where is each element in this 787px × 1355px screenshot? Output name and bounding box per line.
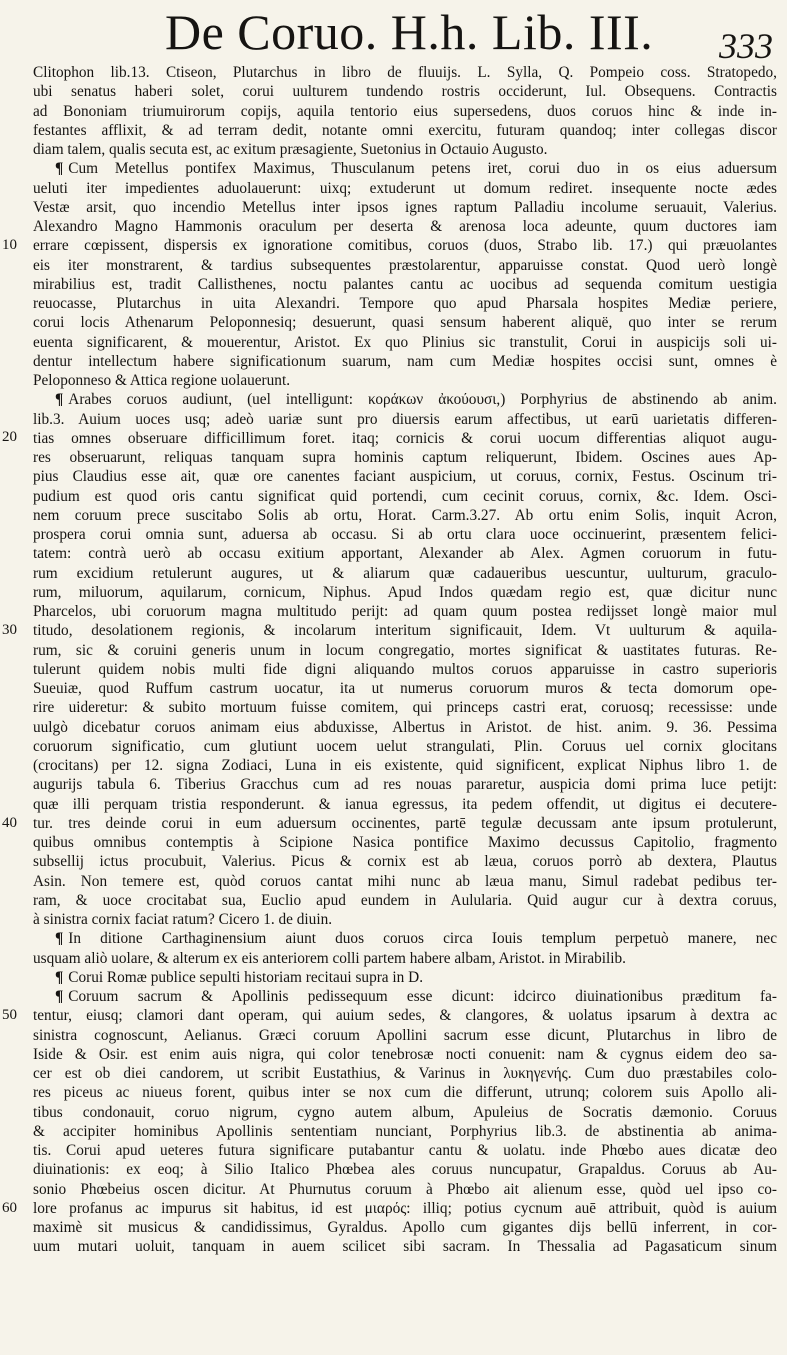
text-line-content: Cum Metellus pontifex Maximus, Thusculanum petens iret, corui duo in os eius aduersum [68, 160, 777, 178]
pilcrow-icon: ¶ [55, 391, 64, 409]
text-line-content: augurijs tabula 6. Tiberius Gracchus cum ad res nouas pararetur, auspicia domi prima luce petijt: [33, 776, 777, 794]
text-line [33, 544, 777, 563]
text-line-content: Asin. Non temere est, quòd coruos cantat mihi nunc ab læua manu, Simul radebat pedibus ter- [33, 872, 777, 890]
text-line-content: tias omnes obseruare difficillimum foret. itaq; cornicis & corui uocum differentias aliquot augu- [33, 429, 777, 447]
text-line-content: usquam aliò uolare, & alterum ex eis anteriorem colli partem habere albam, Aristot. in Mirabilib. [33, 949, 627, 967]
text-line-content: eis iter monstrarent, & tardius subsequentes præstolarentur, apparuisse constat. Quod uerò longè [33, 256, 777, 274]
text-line [33, 641, 777, 660]
text-line-content: Pharcelos, ubi coruorum magna multitudo perijt: ad quam quum postea redijsset longè maior mul [33, 603, 777, 620]
text-lines [33, 63, 777, 1257]
text-line [33, 1006, 777, 1025]
text-line-content: lib.3. Auium uoces usq; adeò uariæ sunt pro diuersis earum affectibus, ut earū uarietatis differen- [33, 410, 777, 428]
text-line-content: diuinationis: ex eoq; à Silio Italico Phœbea ales coruus nuncupatur, Grapaldus. Coruus ab Au- [33, 1161, 777, 1179]
text-line-content: mirabilius est, tradit Callisthenes, noctu palantes cantu ac uocibus ad sequenda comitum uestigia [33, 275, 777, 293]
text-line-content: tentur, eiusq; clamori dant operam, qui auium sedes, & clangores, & uolatus ipsarum à dextra ac [33, 1007, 777, 1025]
text-column [2, 63, 777, 1257]
text-line [33, 602, 777, 621]
text-line [33, 313, 777, 332]
margin-line-number: 20 [2, 429, 17, 445]
text-line [33, 1237, 777, 1256]
text-line [33, 621, 777, 640]
pilcrow-icon: ¶ [55, 930, 64, 948]
text-line [33, 333, 777, 352]
text-line [33, 236, 777, 255]
text-line [33, 910, 777, 929]
text-line [33, 140, 777, 159]
text-line [33, 102, 777, 121]
text-line-content: prospera corui omnia sunt, aduersa ab occasu. Si ab ortu clara uoce occinuerint, præsentem felici- [33, 526, 777, 543]
text-line-content: à sinistra cornix faciat ratum? Cicero 1. de diuin. [33, 911, 333, 928]
text-line [33, 487, 777, 506]
text-line-content: res piceus ac niueus forent, quibus inter se nox cum die differunt, utrunq; colorem suis Apollo ali- [33, 1084, 777, 1102]
text-line [33, 1122, 777, 1141]
text-line-content: ad Bononiam triumuirorum copijs, aquila tentorio eius supersedens, duos coruos hinc & inde in- [33, 102, 777, 120]
text-line [33, 1160, 777, 1179]
pilcrow-icon: ¶ [55, 968, 64, 986]
text-line-content: res obseruarunt, reliquas tanquam supra hominis captum reliquerunt, Ibidem. Oscines aues Ap- [33, 449, 777, 466]
text-line [33, 371, 777, 390]
text-line-content: tis. Corui apud ueteres futura significare putabantur cantu & uolatu. inde Phœbo aues dicatæ deo [33, 1142, 777, 1159]
text-line [33, 1103, 777, 1122]
text-line [33, 1026, 777, 1045]
text-line [33, 352, 777, 371]
text-line-content: rum, miluorum, aquilarum, cornicum, Niphus. Apud Indos quædam regio est, quæ dicitur nunc [33, 583, 777, 601]
text-line-content: Sueuiæ, quod Ruffum castrum uocatur, ita ut numerus coruorum muros & tecta domorum ope- [33, 680, 777, 697]
text-line [33, 929, 777, 948]
text-line-content: ram, & uoce crocitabat sua, Euclio apud eundem in Aulularia. Quid augur cur à dextra coruus, [33, 891, 777, 909]
text-line-content: sonio Phœbeius oscen dicitur. At Phurnutus coruum à Phœbo ait alienum esse, quòd uel ipso co- [33, 1180, 777, 1198]
margin-line-number: 60 [2, 1200, 17, 1216]
text-line-content: ubi senatus haberi solet, corui uulturem tundendo rostris occiderunt, Iul. Obsequens. Contractis [33, 83, 777, 101]
margin-line-number: 30 [2, 622, 17, 638]
text-line [33, 179, 777, 198]
text-line [33, 698, 777, 717]
text-line [33, 775, 777, 794]
text-line [33, 1083, 777, 1102]
pilcrow-icon: ¶ [55, 988, 64, 1005]
text-line-content: pius Claudius esse ait, quæ ore canentes faciant auspicium, ut coruus, cornix, Festus. Oscinum tri- [33, 468, 777, 486]
text-line [33, 410, 777, 429]
text-line-content: titudo, desolationem regionis, & incolarum interitum significauit, Idem. Vt uulturum & aquila- [33, 622, 777, 640]
text-line [33, 198, 777, 217]
text-line [33, 891, 777, 910]
text-line-content: euenta significarent, & mouerentur, Aristot. Ex quo Plinius sic transtulit, Corui in auspicijs soli ui- [33, 333, 777, 351]
text-line [33, 1218, 777, 1237]
text-line [33, 63, 777, 82]
margin-line-number: 40 [2, 815, 17, 831]
pilcrow-icon: ¶ [55, 160, 64, 178]
text-line-content: ueluti iter impedientes aduolauerunt: uixq; extuderunt ut domum rediret. insequente nocte ædes [33, 179, 777, 197]
text-line [33, 987, 777, 1006]
text-line-content: quæ illi perquam tristia responderunt. & ianua egressus, ita pedem offendit, ut digitus ei decutere- [33, 795, 777, 813]
text-line-content: sinistra cognoscunt, Aelianus. Græci coruum Apollini sacrum esse dicunt, Plutarchus in libro de [33, 1026, 777, 1044]
text-line-content: Corui Romæ publice sepulti historiam recitaui supra in D. [68, 968, 424, 986]
running-title: De Coruo. H.h. Lib. III. [165, 4, 654, 60]
text-line [33, 737, 777, 756]
margin-line-number: 50 [2, 1007, 17, 1023]
text-line [33, 390, 777, 409]
text-line [33, 256, 777, 275]
text-line [33, 429, 777, 448]
page-header [0, 0, 787, 64]
text-line [33, 82, 777, 101]
text-line-content: rum, sic & coruini generis unum in locum congregatio, mortes significat & uastitates futuras. Re- [33, 641, 777, 659]
text-line [33, 294, 777, 313]
text-line [33, 583, 777, 602]
text-line [33, 448, 777, 467]
text-line [33, 217, 777, 236]
text-line [33, 525, 777, 544]
text-line-content: reuocasse, Plutarchus in uita Alexandri. Tempore quo apud Pharsala hospites Mediæ periere, [33, 295, 777, 312]
text-line-content: Coruum sacrum & Apollinis pedissequum esse dicunt: idcirco diuinationibus præditum fa- [68, 988, 777, 1005]
text-line [33, 1045, 777, 1064]
text-line-content: (crocitans) per 12. signa Zodiaci, Luna in eis existente, quid significent, explicat Niphus libro 1. de [33, 757, 777, 774]
text-line-content: maximè sit musicus & candidissimus, Gyraldus. Apollo cum gigantes dijs bellū inferrent, in cor- [33, 1219, 777, 1236]
text-line-content: pudium est quod oris cantu significat quid portendi, cum cecinit coruus, cornix, &c. Idem. Osci- [33, 487, 777, 505]
text-line [33, 159, 777, 178]
text-line-content: tibus condonauit, coruo nigrum, cygno autem album, Apuleius de Socratis dæmonio. Coruus [33, 1103, 777, 1121]
text-line-content: tur. tres deinde corui in eum aduersum occinentes, partē tegulæ decussam ante ipsum protulerunt, [33, 814, 777, 832]
text-line-content: diam talem, qualis secuta est, ac exitum præsagiente, Suetonius in Octauio Augusto. [33, 141, 548, 158]
text-line-content: corui locis Athenarum Peloponnesiq; desuerunt, quasi sensum haberent aliquë, quo inter se rerum [33, 314, 777, 332]
text-line-content: rire uideretur: & subito mortuum fuisse comitem, qui princeps castri erat, coruosq; recessisse: unde [33, 699, 777, 717]
text-line-content: coruorum significatio, cum glutiunt uocem uelut strangulati, Plin. Coruus uel cornix glocitans [33, 737, 777, 755]
text-line-content: festantes afflixit, & ad terram dedit, notante omni exercitu, futuram quandoq; inter collegas discor [33, 121, 777, 139]
text-line-content: subsellij ictus procubuit, Valerius. Picus & cornix est ab læua, coruos porrò ab dextera, Plautus [33, 853, 777, 871]
text-line-content: quibus omnibus contemptis à Scipione Nasica pontifice Maximo decussus Capitolio, fragmento [33, 834, 777, 851]
text-line-content: lore profanus ac impurus sit habitus, id est μιαρός: illiq; potius cycnum auē attribuit, quòd is auium [33, 1199, 777, 1217]
text-line [33, 564, 777, 583]
text-line [33, 506, 777, 525]
text-line [33, 949, 777, 968]
text-line [33, 756, 777, 775]
text-line [33, 121, 777, 140]
text-line-content: Iside & Osir. est enim auis nigra, qui color tenebrosæ nocti conuenit: nam & cygnus eidem deo sa- [33, 1045, 777, 1063]
text-line [33, 852, 777, 871]
text-line [33, 795, 777, 814]
text-line [33, 872, 777, 891]
text-line [33, 467, 777, 486]
page-number: 333 [719, 26, 773, 66]
text-line-content: dentur intellectum habere significationum suarum, nam cum Mediæ hospites occisi sunt, omnes è [33, 352, 777, 370]
text-line-content: errare cœpissent, dispersis ex ignoratione comitibus, coruos (duos, Strabo lib. 17.) qui præuolantes [33, 237, 777, 255]
text-line-content: Alexandro Magno Hammonis oraculum per deserta & arenosa loca adeunte, quum ductores iam [33, 218, 777, 235]
text-line [33, 718, 777, 737]
margin-line-number: 10 [2, 237, 17, 253]
text-line [33, 1064, 777, 1083]
text-line-content: cer est ob diei candorem, ut scribit Eustathius, & Varinus in λυκηγενής. Cum duo præstabiles colo- [33, 1065, 777, 1082]
text-line [33, 968, 777, 987]
text-line [33, 679, 777, 698]
text-line-content: uum mutari uoluit, tanquam in auem scilicet sibi sacram. In Thessalia ad Pagasaticum sinum [33, 1238, 777, 1256]
text-line [33, 1199, 777, 1218]
text-line [33, 275, 777, 294]
text-line-content: Peloponneso & Attica regione uolauerunt. [33, 372, 291, 389]
text-line-content: Arabes coruos audiunt, (uel intelligunt: κοράκων ἀκούουσι,) Porphyrius de abstinendo ab anim. [68, 391, 777, 409]
text-line-content: uulgò dicebatur coruos animam eius abduxisse, Albertus in Aristot. de hist. anim. 9. 36. Pessima [33, 718, 777, 736]
text-line [33, 1141, 777, 1160]
text-line [33, 833, 777, 852]
text-line-content: Clitophon lib.13. Ctiseon, Plutarchus in libro de fluuijs. L. Sylla, Q. Pompeio coss. Stratopedo, [33, 64, 777, 81]
text-line-content: tulerunt quidem nobis multi fide digni aliquando multos coruos apparuisse in castro superioris [33, 660, 777, 678]
text-line-content: tatem: contrà uerò ab occasu exitium apportant, Alexander ab Alex. Agmen coruorum in futu- [33, 545, 777, 563]
text-line-content: In ditione Carthaginensium aiunt duos coruos circa Iouis templum perpetuò manere, nec [68, 930, 777, 948]
text-line [33, 1180, 777, 1199]
text-line-content: rum excidium retulerunt augures, ut & aliarum quæ cadaueribus uescuntur, uulturum, graculo- [33, 564, 777, 582]
text-line-content: Vestæ arsit, quo incendio Metellus inter ipsos ignes raptum Palladiu incolume seruauit, Valerius. [33, 198, 777, 216]
text-line [33, 814, 777, 833]
text-line [33, 660, 777, 679]
text-line-content: & accipiter hominibus Apollinis sententiam nunciant, Porphyrius lib.3. de abstinentia ab anima- [33, 1122, 777, 1140]
text-line-content: nem coruum prece suscitabo Solis ab ortu, Horat. Carm.3.27. Ab ortu enim Solis, inquit Acron, [33, 506, 777, 524]
